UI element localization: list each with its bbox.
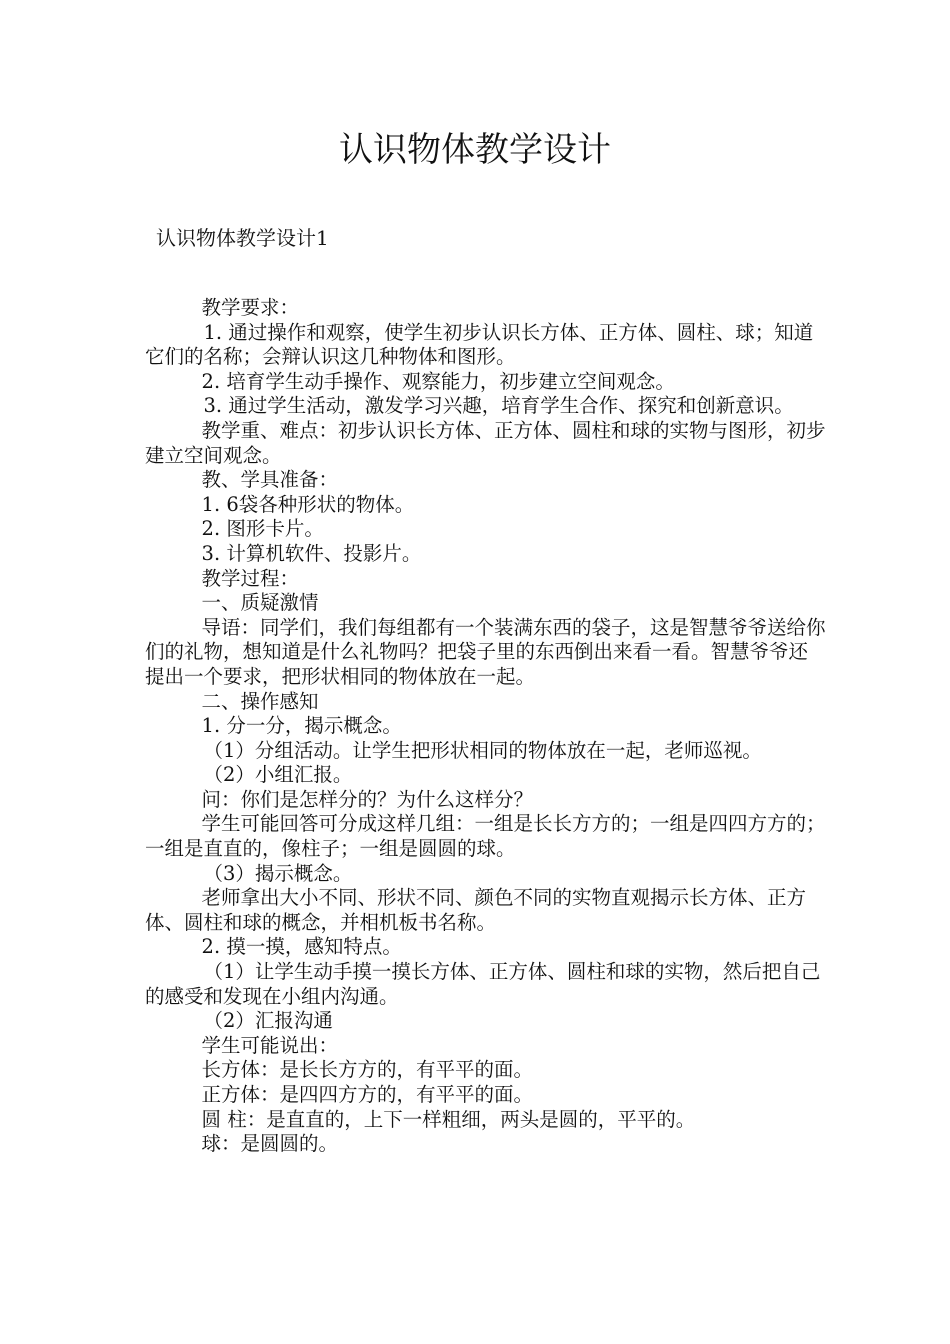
paragraph: 问：你们是怎样分的？为什么这样分？ [201, 787, 534, 811]
paragraph: 1. 分一分，揭示概念。 [201, 714, 402, 738]
paragraph: 教学要求： [201, 296, 300, 319]
paragraph: 教、学具准备： [201, 468, 339, 492]
paragraph: 3. 计算机软件、投影片。 [201, 541, 422, 565]
paragraph: 一、质疑激情 [201, 591, 319, 615]
paragraph: 2. 摸一摸，感知特点。 [201, 935, 402, 959]
document-title: 认识物体教学设计 [339, 130, 611, 170]
paragraph: 2. 培育学生动手操作、观察能力，初步建立空间观念。 [201, 369, 675, 393]
paragraph: （3）揭示概念。 [203, 861, 353, 885]
document-body [145, 296, 827, 1157]
paragraph: 导语：同学们，我们每组都有一个装满东西的袋子，这是智慧爷爷送给你们的礼物，想知道是什么礼物吗？把袋子里的东西倒出来看一看。智慧爷爷还提出一个要求，把形状相同的物体放在一起。 [145, 615, 826, 688]
paragraph: 正方体：是四四方方的，有平平的面。 [201, 1083, 534, 1106]
section-heading: 认识物体教学设计1 [156, 226, 329, 250]
paragraph: （1）分组活动。让学生把形状相同的物体放在一起，老师巡视。 [203, 738, 762, 762]
paragraph: 圆 柱：是直直的，上下一样粗细，两头是圆的，平平的。 [201, 1107, 696, 1131]
paragraph: 2. 图形卡片。 [201, 517, 324, 541]
paragraph: （2）汇报沟通 [203, 1009, 333, 1033]
paragraph: 3. 通过学生活动，激发学习兴趣，培育学生合作、探究和创新意识。 [203, 394, 794, 418]
paragraph: （1）让学生动手摸一摸长方体、正方体、圆柱和球的实物，然后把自己的感受和发现在小组内沟通。 [145, 960, 821, 1008]
paragraph: 二、操作感知 [201, 689, 319, 713]
paragraph: 学生可能说出： [201, 1033, 339, 1057]
paragraph: 球：是圆圆的。 [201, 1132, 339, 1156]
paragraph: 1. 6袋各种形状的物体。 [201, 492, 415, 516]
paragraph: 老师拿出大小不同、形状不同、颜色不同的实物直观揭示长方体、正方体、圆柱和球的概念，并相机板书名称。 [145, 886, 807, 934]
paragraph: （2）小组汇报。 [203, 763, 353, 787]
paragraph: 1. 通过操作和观察，使学生初步认识长方体、正方体、圆柱、球；知道它们的名称；会辩认识这几种物体和图形。 [145, 320, 814, 369]
paragraph: 长方体：是长长方方的，有平平的面。 [201, 1058, 534, 1082]
paragraph: 教学重、难点：初步认识长方体、正方体、圆柱和球的实物与图形，初步建立空间观念。 [145, 418, 826, 467]
paragraph: 教学过程： [201, 566, 300, 590]
paragraph: 学生可能回答可分成这样几组：一组是长长方方的；一组是四四方方的；一组是直直的，像柱子；一组是圆圆的球。 [145, 812, 826, 861]
